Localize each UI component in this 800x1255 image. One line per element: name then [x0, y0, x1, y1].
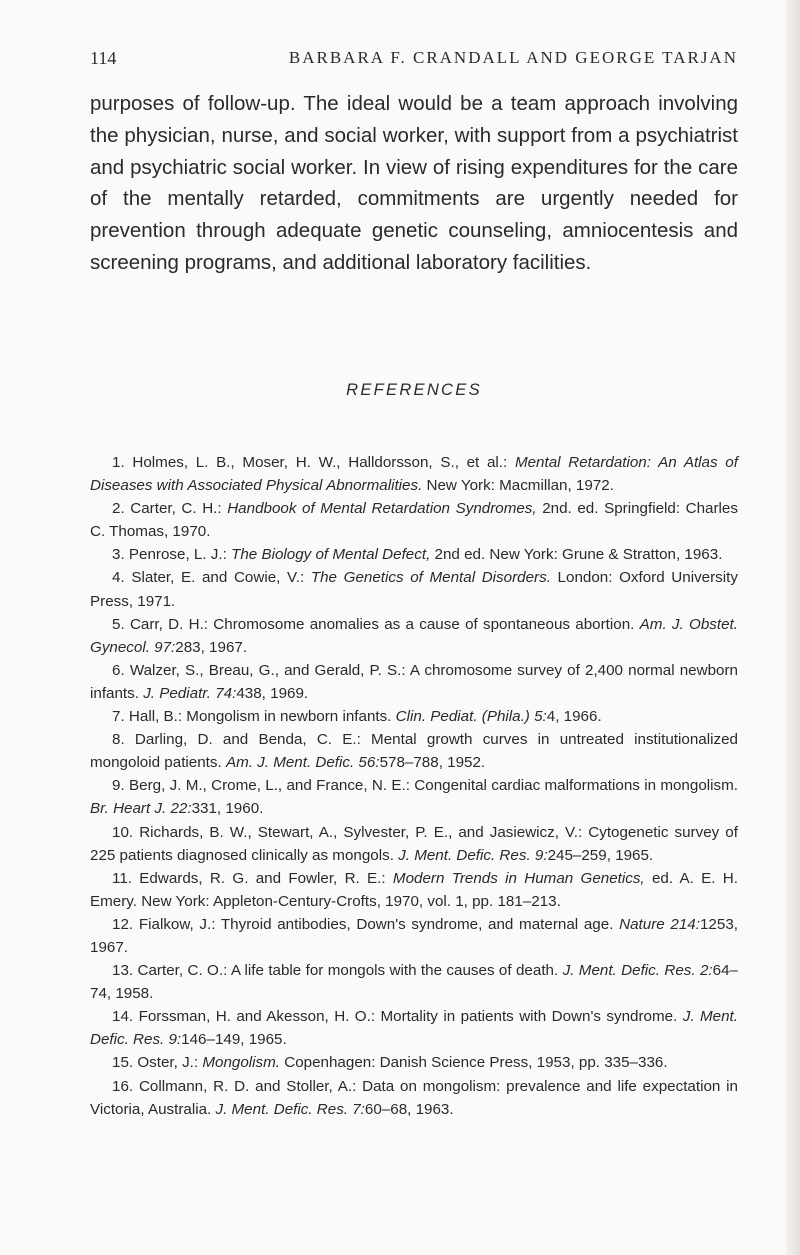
reference-item: 9. Berg, J. M., Crome, L., and France, N. E.: Congenital cardiac malformations in mongolism. Br. Heart J. 22:331, 1960.	[90, 777, 738, 818]
reference-item: 12. Fialkow, J.: Thyroid antibodies, Down's syndrome, and maternal age. Nature 214:1253, 1967.	[90, 915, 738, 956]
reference-item: 7. Hall, B.: Mongolism in newborn infants. Clin. Pediat. (Phila.) 5:4, 1966.	[112, 708, 602, 726]
body-paragraph: purposes of follow-up. The ideal would be a team approach involving the physician, nurse, and social worker, with support from a psychiatrist and psychiatric social worker. In view of rising expenditures for the care of the mentally retarded, commitments are urgently needed for prevention through adequate genetic counseling, amniocentesis and screening programs, and additional laboratory facilities.	[90, 92, 738, 274]
reference-item: 10. Richards, B. W., Stewart, A., Sylvester, P. E., and Jasiewicz, V.: Cytogenetic survey of 225 patients diagnosed clinically as mongols. J. Ment. Defic. Res. 9:245–259, 1965.	[90, 823, 738, 864]
reference-list	[90, 451, 738, 1121]
reference-item: 16. Collmann, R. D. and Stoller, A.: Data on mongolism: prevalence and life expectation in Victoria, Australia. J. Ment. Defic. Res. 7:60–68, 1963.	[90, 1077, 738, 1118]
reference-item: 15. Oster, J.: Mongolism. Copenhagen: Danish Science Press, 1953, pp. 335–336.	[112, 1054, 668, 1072]
references-heading: REFERENCES	[346, 381, 482, 399]
reference-item: 8. Darling, D. and Benda, C. E.: Mental growth curves in untreated institutionalized mongoloid patients. Am. J. Ment. Defic. 56:578–788, 1952.	[90, 731, 738, 772]
reference-item: 4. Slater, E. and Cowie, V.: The Genetics of Mental Disorders. London: Oxford University Press, 1971.	[90, 569, 738, 610]
reference-item: 3. Penrose, L. J.: The Biology of Mental Defect, 2nd ed. New York: Grune & Stratton, 1963.	[112, 546, 723, 564]
running-head-authors: BARBARA F. CRANDALL AND GEORGE TARJAN	[288, 48, 738, 67]
page-edge-shadow	[786, 0, 800, 1255]
reference-item: 5. Carr, D. H.: Chromosome anomalies as a cause of spontaneous abortion. Am. J. Obstet. Gynecol. 97:283, 1967.	[90, 615, 738, 656]
page-number: 114	[90, 48, 117, 68]
reference-item: 2. Carter, C. H.: Handbook of Mental Retardation Syndromes, 2nd. ed. Springfield: Charles C. Thomas, 1970.	[90, 500, 738, 541]
reference-item: 14. Forssman, H. and Akesson, H. O.: Mortality in patients with Down's syndrome. J. Ment. Defic. Res. 9:146–149, 1965.	[90, 1008, 738, 1049]
reference-item: 11. Edwards, R. G. and Fowler, R. E.: Modern Trends in Human Genetics, ed. A. E. H. Emery. New York: Appleton-Century-Crofts, 1970, vol. 1, pp. 181–213.	[90, 869, 738, 910]
reference-item: 1. Holmes, L. B., Moser, H. W., Halldorsson, S., et al.: Mental Retardation: An Atlas of Diseases with Associated Physical Abnormalities. New York: Macmillan, 1972.	[90, 454, 738, 495]
reference-item: 6. Walzer, S., Breau, G., and Gerald, P. S.: A chromosome survey of 2,400 normal newborn infants. J. Pediatr. 74:438, 1969.	[90, 661, 738, 702]
reference-item: 13. Carter, C. O.: A life table for mongols with the causes of death. J. Ment. Defic. Res. 2:64–74, 1958.	[90, 962, 738, 1003]
running-head	[90, 48, 738, 69]
